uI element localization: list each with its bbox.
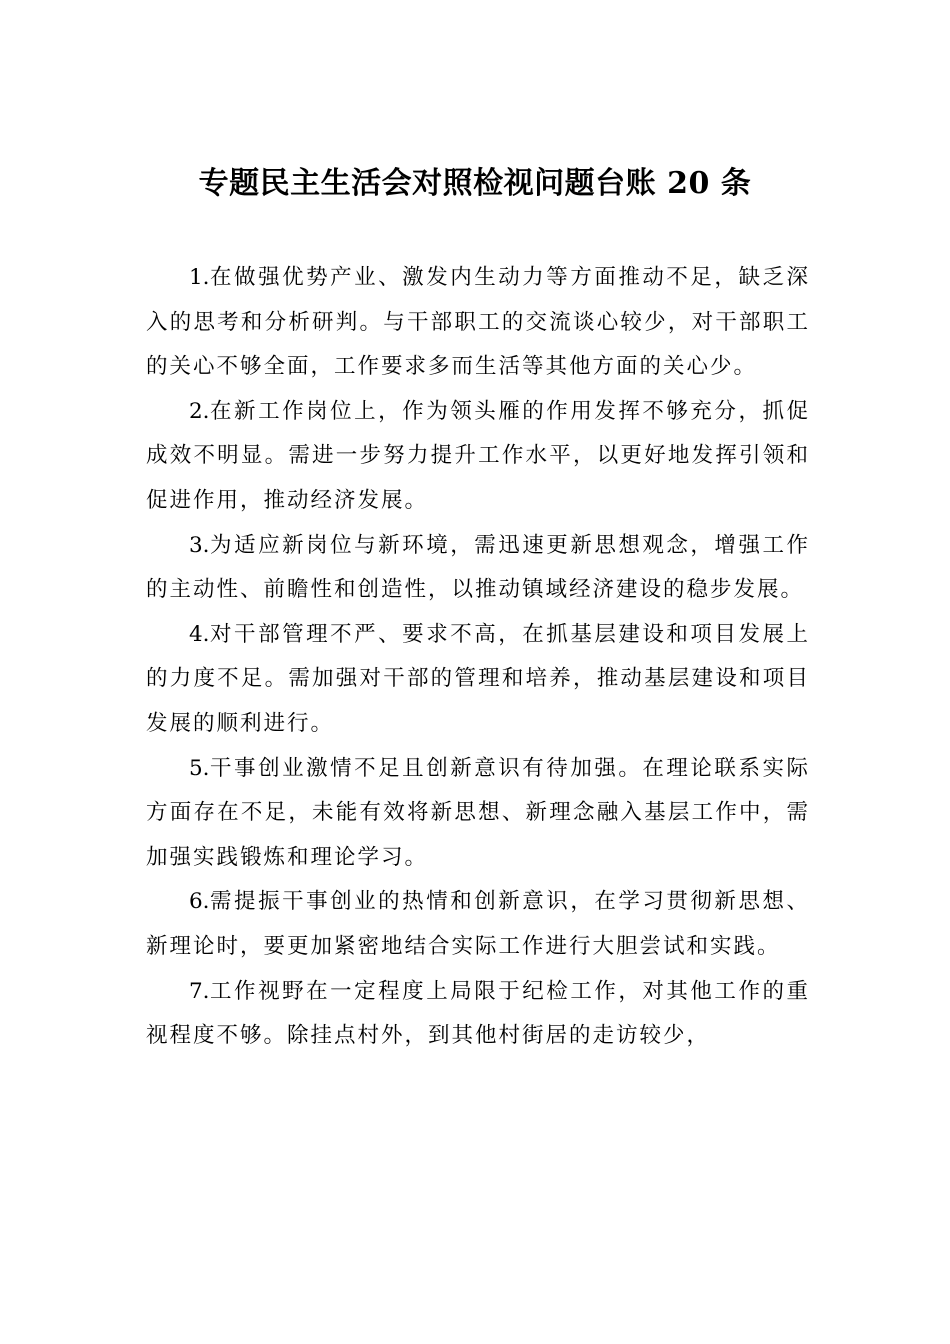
- paragraph-number: 7.: [189, 978, 210, 1004]
- paragraph-number: 6.: [189, 889, 210, 915]
- paragraph-text: 需提振干事创业的热情和创新意识，在学习贯彻新思想、新理论时，要更加紧密地结合实际工作进行大胆尝试和实践。: [146, 889, 810, 959]
- paragraph-number: 4.: [189, 621, 210, 647]
- document-body: [146, 256, 810, 1059]
- paragraph-3: [146, 524, 810, 613]
- paragraph-5: [146, 747, 810, 881]
- paragraph-text: 干事创业激情不足且创新意识有待加强。在理论联系实际方面存在不足，未能有效将新思想、新理念融入基层工作中，需加强实践锻炼和理论学习。: [146, 755, 810, 870]
- paragraph-text: 为适应新岗位与新环境，需迅速更新思想观念，增强工作的主动性、前瞻性和创造性，以推动镇域经济建设的稳步发展。: [146, 532, 810, 603]
- paragraph-text: 在新工作岗位上，作为领头雁的作用发挥不够充分，抓促成效不明显。需进一步努力提升工作水平，以更好地发挥引领和促进作用，推动经济发展。: [146, 398, 810, 513]
- paragraph-text: 工作视野在一定程度上局限于纪检工作，对其他工作的重视程度不够。除挂点村外，到其他村街居的走访较少，: [146, 978, 810, 1049]
- document-title: 专题民主生活会对照检视问题台账 20 条: [198, 166, 752, 201]
- paragraph-text: 在做强优势产业、激发内生动力等方面推动不足，缺乏深入的思考和分析研判。与干部职工的交流谈心较少，对干部职工的关心不够全面，工作要求多而生活等其他方面的关心少。: [146, 265, 810, 380]
- paragraph-number: 1.: [189, 265, 210, 290]
- paragraph-number: 2.: [189, 398, 210, 424]
- paragraph-2: [146, 390, 810, 524]
- paragraph-7: [146, 970, 810, 1059]
- paragraph-4: [146, 613, 810, 747]
- paragraph-6: [146, 880, 810, 969]
- paragraph-number: 5.: [189, 755, 210, 781]
- paragraph-1: [146, 256, 810, 390]
- paragraph-text: 对干部管理不严、要求不高，在抓基层建设和项目发展上的力度不足。需加强对干部的管理和培养，推动基层建设和项目发展的顺利进行。: [146, 621, 810, 736]
- paragraph-number: 3.: [189, 532, 210, 558]
